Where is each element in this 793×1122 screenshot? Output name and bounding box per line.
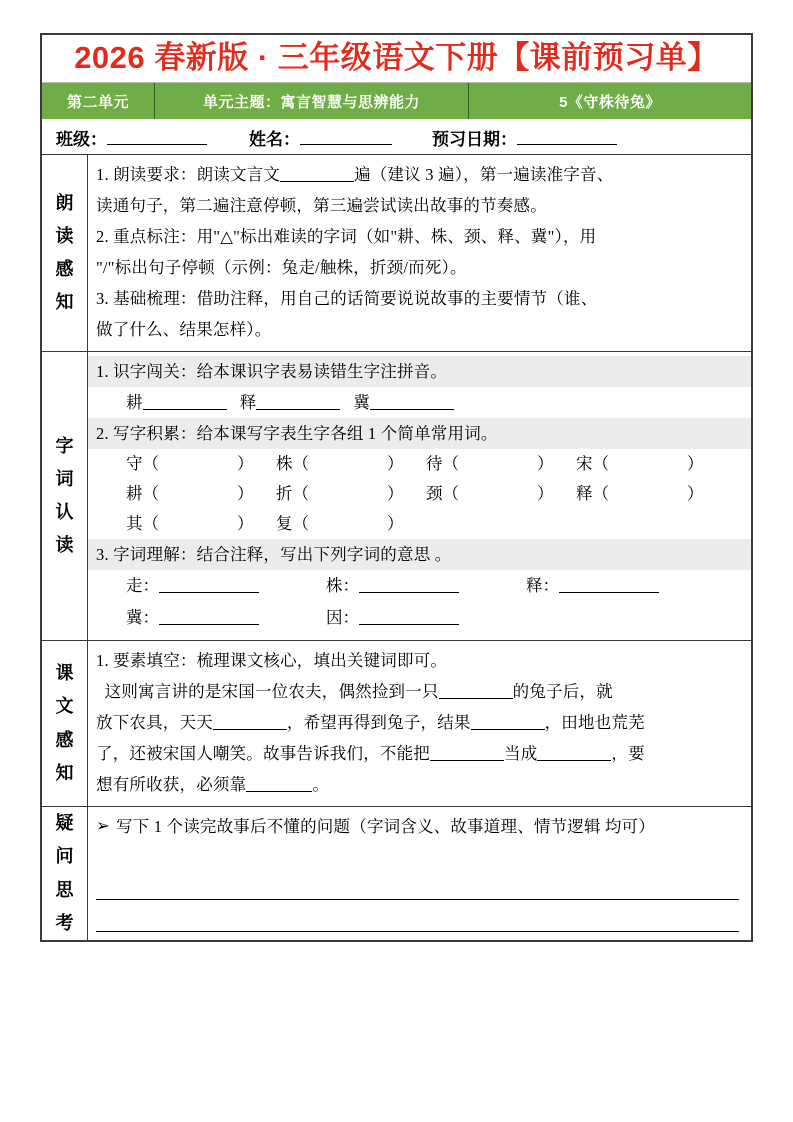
meaning-label: 因： (326, 608, 359, 628)
char-cell[interactable]: 待（ ） (426, 454, 554, 474)
label-char: 词 (55, 468, 74, 489)
section-reading (42, 155, 751, 352)
label-char: 读 (55, 535, 74, 556)
char-cell[interactable]: 守（ ） (126, 454, 254, 474)
question-line-2: 均可） (604, 817, 655, 837)
question-prompt (116, 811, 743, 842)
arrow-bullet-icon: ➢ (96, 816, 110, 836)
comprehension-text-line-3 (96, 738, 743, 769)
meaning-cell[interactable] (326, 570, 526, 602)
unit-theme-cell: 单元主题：寓言智慧与思辨能力 (155, 83, 469, 119)
pinyin-char-1: 耕 (126, 393, 143, 413)
reading-times-blank[interactable] (280, 181, 354, 182)
char-label: 宋 (576, 454, 593, 474)
char-label: 其 (126, 514, 143, 534)
meaning-cell[interactable] (526, 570, 726, 602)
comp-h: ，要 (611, 744, 645, 764)
meaning-label: 冀： (126, 608, 159, 628)
char-cell[interactable]: 复（ ） (276, 514, 404, 534)
name-blank[interactable] (300, 131, 392, 145)
meaning-blank[interactable] (359, 624, 459, 625)
label-char: 课 (55, 663, 74, 683)
comp-d: ，希望再得到兔子，结果 (286, 713, 471, 733)
meaning-cell[interactable] (326, 602, 526, 634)
section-question (42, 807, 751, 940)
meaning-cell[interactable] (126, 570, 326, 602)
vocab-item3-heading: 3. 字词理解：结合注释，写出下列字词的意思 。 (88, 539, 751, 570)
vocab-item1-heading: 1. 识字闯关：给本课识字表易读错生字注拼音。 (88, 356, 751, 387)
reading-line-5: 3. 基础梳理：借助注释，用自己的话简要说说故事的主要情节（谁、 (96, 289, 598, 309)
meaning-blank[interactable] (159, 624, 259, 625)
section-vocab (42, 352, 751, 641)
name-label: 姓名： (249, 130, 300, 150)
label-char: 疑 (55, 813, 74, 834)
char-label: 待 (426, 454, 443, 474)
comp-blank-6[interactable] (246, 791, 312, 792)
comp-a: 这则寓言讲的是宋国一位农夫，偶然捡到一只 (104, 682, 439, 702)
section-comprehension (42, 641, 751, 807)
label-char: 思 (55, 879, 74, 900)
section-comprehension-body (88, 641, 751, 806)
label-char: 感 (55, 729, 74, 750)
pinyin-char-2: 释 (239, 393, 257, 413)
comp-c: 放下农具，天天 (96, 713, 213, 733)
comp-g: 当成 (504, 744, 538, 764)
char-row (96, 509, 743, 539)
answer-write-line-2[interactable] (96, 900, 739, 932)
comprehension-heading: 1. 要素填空：梳理课文核心，填出关键词即可。 (96, 651, 448, 671)
vocab-char-grid (96, 449, 743, 539)
pinyin-blank-1[interactable] (143, 409, 227, 410)
char-label: 折 (276, 484, 293, 504)
meaning-row (96, 602, 743, 634)
reading-line-3: 2. 重点标注：用"△"标出难读的字词（如"耕、株、颈、释、冀"），用 (96, 227, 597, 247)
section-question-label (42, 807, 88, 940)
meaning-blank[interactable] (559, 592, 659, 593)
char-cell[interactable]: 株（ ） (276, 454, 404, 474)
char-label: 释 (576, 484, 593, 504)
date-label: 预习日期： (432, 130, 517, 150)
pinyin-blank-3[interactable] (370, 409, 454, 410)
comp-f: 了，还被宋国人嘲笑。故事告诉我们，不能把 (96, 744, 430, 764)
label-char: 考 (55, 912, 74, 933)
date-field[interactable] (432, 125, 617, 150)
student-info-row (42, 121, 751, 155)
comp-j: 。 (312, 775, 330, 795)
char-cell[interactable]: 宋（ ） (576, 454, 704, 474)
meaning-row (96, 570, 743, 602)
lesson-title-cell: 5《守株待兔》 (559, 93, 661, 111)
char-cell[interactable]: 折（ ） (276, 484, 404, 504)
label-char: 知 (55, 762, 74, 783)
char-label: 耕 (126, 484, 143, 504)
class-label: 班级： (56, 130, 107, 150)
char-label: 复 (276, 514, 293, 534)
char-cell[interactable]: 颈（ ） (426, 484, 554, 504)
meaning-cell[interactable] (126, 602, 326, 634)
question-line-1: 写下 1 个读完故事后不懂的问题（字词含义、故事道理、情节逻辑 (116, 817, 601, 837)
unit-bar (42, 83, 751, 121)
title-row (42, 35, 751, 83)
char-label: 颈 (426, 484, 443, 504)
reading-line-1 (96, 159, 743, 190)
meaning-label: 走： (126, 576, 159, 596)
section-question-body (88, 807, 751, 940)
char-label: 株 (276, 454, 293, 474)
vocab-item2-heading: 2. 写字积累：给本课写字表生字各组 1 个简单常用词。 (88, 418, 751, 449)
comp-blank-3[interactable] (471, 729, 545, 730)
meaning-blank[interactable] (359, 592, 459, 593)
vocab-pinyin-row (96, 387, 743, 418)
meaning-blank[interactable] (159, 592, 259, 593)
comp-i: 想有所收获，必须靠 (96, 775, 247, 795)
label-char: 感 (55, 259, 74, 280)
comp-blank-1[interactable] (439, 698, 513, 699)
date-blank[interactable] (517, 131, 617, 145)
pinyin-char-3: 冀 (353, 393, 371, 413)
label-char: 文 (55, 696, 74, 717)
page-title: 2026 春新版 · 三年级语文下册【课前预习单】 (74, 40, 719, 75)
unit-number-cell: 第二单元 (42, 83, 155, 119)
comprehension-text-line-1 (96, 676, 743, 707)
comp-blank-2[interactable] (213, 729, 287, 730)
label-char: 知 (55, 292, 74, 313)
section-reading-label (42, 155, 88, 351)
char-cell[interactable]: 释（ ） (576, 484, 704, 504)
char-label: 守 (126, 454, 143, 474)
meaning-label: 株： (326, 576, 359, 596)
answer-write-line-1[interactable] (96, 868, 739, 900)
comp-b: 的兔子后，就 (512, 682, 613, 702)
label-char: 认 (55, 502, 74, 523)
reading-line-1b: 遍（建议 3 遍），第一遍读准字音、 (354, 165, 614, 185)
section-reading-body (88, 155, 751, 351)
label-char: 读 (55, 225, 74, 246)
label-char: 朗 (55, 192, 74, 213)
char-row (96, 479, 743, 509)
section-comprehension-label (42, 641, 88, 806)
label-char: 字 (55, 435, 74, 456)
class-blank[interactable] (107, 131, 207, 145)
worksheet-page (40, 33, 753, 942)
comprehension-text-line-4 (96, 769, 743, 800)
char-cell[interactable]: 其（ ） (126, 514, 254, 534)
meaning-label: 释： (526, 576, 559, 596)
reading-line-4: "/"标出句子停顿（示例：兔走/触株，折颈/而死）。 (96, 258, 467, 278)
section-vocab-body (88, 352, 751, 640)
class-field[interactable] (56, 125, 207, 150)
section-vocab-label (42, 352, 88, 640)
char-row (96, 449, 743, 479)
reading-line-2: 读通句子，第二遍注意停顿，第三遍尝试读出故事的节奏感。 (96, 196, 547, 216)
char-cell[interactable]: 耕（ ） (126, 484, 254, 504)
pinyin-blank-2[interactable] (256, 409, 340, 410)
label-char: 问 (55, 846, 74, 867)
comprehension-text-line-2 (96, 707, 743, 738)
question-bullet-row (96, 811, 743, 842)
comp-e: ，田地也荒芜 (544, 713, 645, 733)
reading-line-6: 做了什么、结果怎样）。 (96, 320, 272, 340)
comp-blank-5[interactable] (537, 760, 611, 761)
reading-line-1a: 1. 朗读要求：朗读文言文 (96, 165, 281, 185)
comp-blank-4[interactable] (430, 760, 504, 761)
name-field[interactable] (249, 125, 392, 150)
